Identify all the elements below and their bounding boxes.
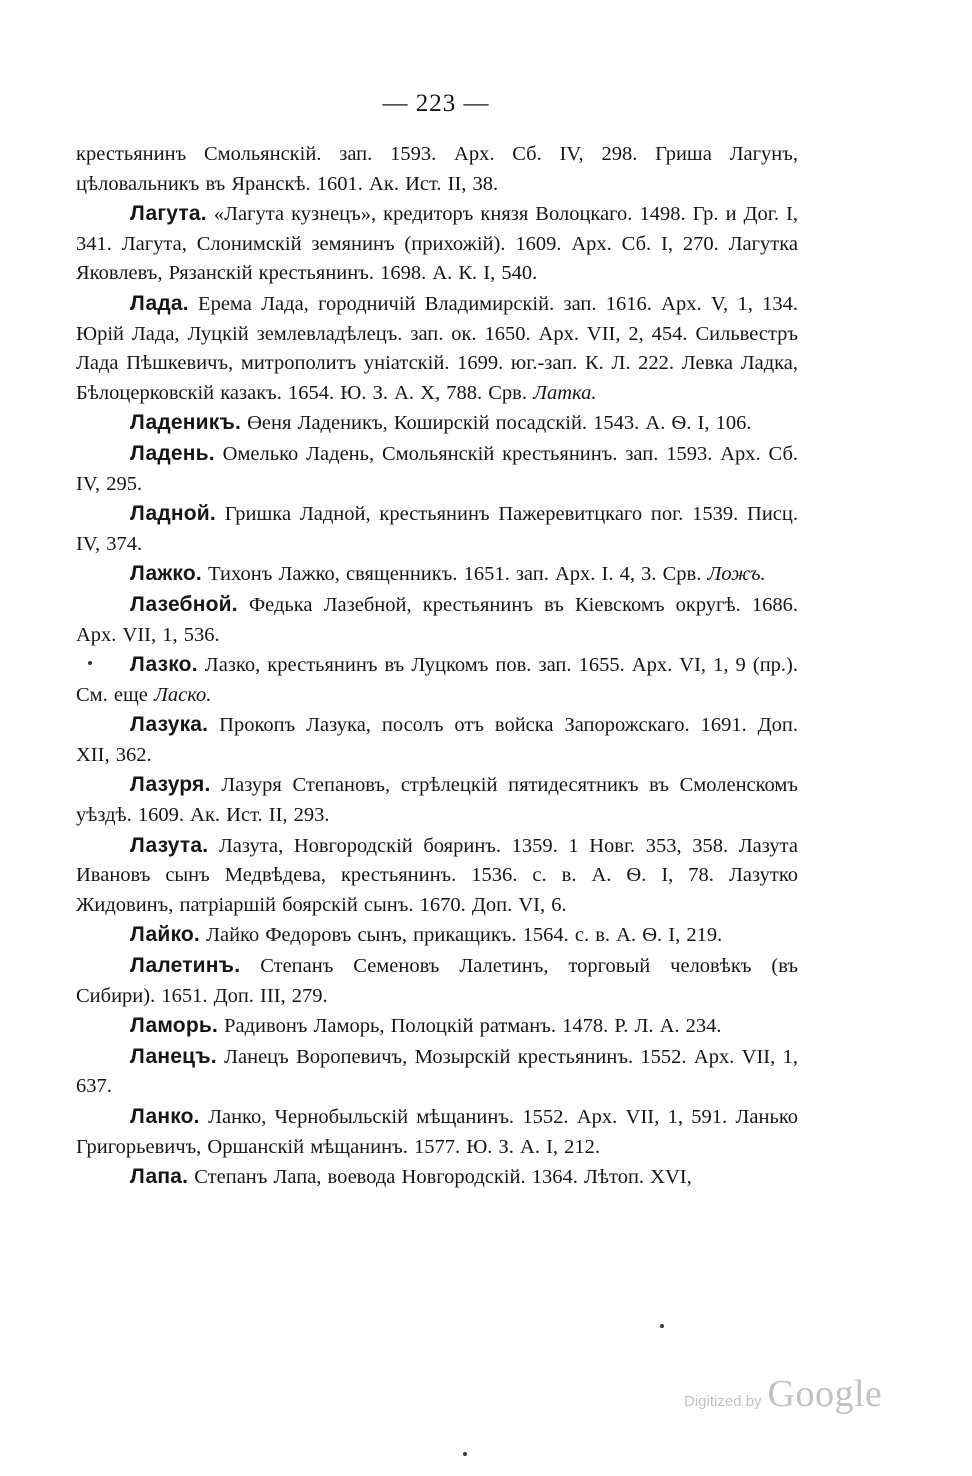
entry-text: Степанъ Семеновъ Лалетинъ, торговый человѣкъ (въ Сибири). 1651. Доп. III, 279. <box>76 955 798 1007</box>
scan-speck <box>88 661 92 665</box>
entry-text: Лазута, Новгородскій бояринъ. 1359. 1 Новг. 353, 358. Лазута Ивановъ сынъ Медвѣдева, крестьянинъ. 1536. с. в. А. Ѳ. I, 78. Лазутко Жидовинъ, патріаршій боярскій сынъ. 1670. Доп. VI, 6. <box>76 834 798 916</box>
dictionary-entry <box>76 1162 798 1193</box>
entry-text: Ланко, Чернобыльскій мѣщанинъ. 1552. Арх. VII, 1, 591. Ланько Григорьевичъ, Оршанскій мѣщанинъ. 1577. Ю. З. А. I, 212. <box>76 1106 798 1158</box>
entry-headword: Ладеникъ. <box>130 411 241 435</box>
dictionary-entry <box>76 1042 798 1102</box>
cross-reference: Латка. <box>533 381 597 404</box>
dictionary-entry <box>76 590 798 650</box>
scan-speck <box>660 1324 664 1328</box>
scan-speck <box>463 1452 467 1456</box>
entry-text: Лазко, крестьянинъ въ Луцкомъ пов. зап. 1655. Арх. VI, 1, 9 (пр.). См. еще <box>76 654 798 706</box>
entry-headword: Лазука. <box>130 713 209 737</box>
dictionary-entry <box>76 1102 798 1162</box>
dictionary-entry <box>76 770 798 830</box>
entry-headword: Лалетинъ. <box>130 954 241 978</box>
entry-headword: Ланко. <box>130 1105 200 1128</box>
dictionary-entry <box>76 920 798 951</box>
digitization-watermark <box>684 1372 882 1416</box>
entry-text: Радивонъ Ламорь, Полоцкій ратманъ. 1478. Р. Л. А. 234. <box>218 1015 722 1038</box>
cross-reference: Ласко. <box>154 683 212 706</box>
entry-headword: Ладной. <box>130 502 216 526</box>
entry-text: Лайко Федоровъ сынъ, прикащикъ. 1564. с. в. А. Ѳ. I, 219. <box>199 924 723 947</box>
dictionary-entry <box>76 951 798 1011</box>
entry-text: Прокопъ Лазука, посолъ отъ войска Запорожскаго. 1691. Доп. XII, 362. <box>76 714 798 766</box>
entry-headword: Ланецъ. <box>130 1044 217 1068</box>
entry-headword: Лайко. <box>130 923 200 947</box>
dictionary-entry <box>76 1011 798 1042</box>
entry-text: Федька Лазебной, крестьянинъ въ Кіевскомъ округѣ. 1686. Арх. VII, 1, 536. <box>76 593 798 646</box>
entry-headword: Лазуря. <box>130 773 211 797</box>
dictionary-entry <box>76 559 798 590</box>
entry-text: Гришка Ладной, крестьянинъ Пажеревитцкаго пог. 1539. Писц. IV, 374. <box>76 503 798 555</box>
entry-headword: Лапа. <box>130 1165 189 1189</box>
dictionary-entry <box>76 650 798 710</box>
entry-headword: Лазко. <box>130 653 198 677</box>
dictionary-entry <box>76 439 798 499</box>
google-logo: Google <box>767 1373 883 1415</box>
entry-text: Өеня Ладеникъ, Коширскій посадскій. 1543. А. Ѳ. I, 106. <box>241 412 752 435</box>
entry-text: Ерема Лада, городничій Владимирскій. зап. 1616. Арх. V, 1, 134. Юрій Лада, Луцкій землевладѣлецъ. зап. ок. 1650. Арх. VII, 2, 454. Сильвестръ Лада Пѣшкевичъ, митрополитъ уніатскій. 1699. юг.-зап. К. Л. 222. Левка Ладка, Бѣлоцерковскій казакъ. 1654. Ю. З. А. X, 788. Срв. <box>76 292 798 404</box>
entry-text: Степанъ Лапа, воевода Новгородскій. 1364. Лѣтоп. XVI, <box>188 1166 692 1189</box>
entry-text: Ланецъ Воропевичъ, Мозырскій крестьянинъ. 1552. Арх. VII, 1, 637. <box>76 1045 798 1098</box>
dictionary-entry <box>76 199 798 289</box>
entry-headword: Ладень. <box>130 441 215 465</box>
page-number: — 223 — <box>382 90 490 117</box>
entry-headword: Лагута. <box>130 202 207 226</box>
dictionary-entry <box>76 140 798 199</box>
entry-headword: Лазута. <box>130 833 209 857</box>
dictionary-text <box>76 140 798 1193</box>
dictionary-entry <box>76 499 798 559</box>
entry-headword: Лазебной. <box>130 592 238 616</box>
dictionary-entry <box>76 831 798 921</box>
dictionary-entry <box>76 289 798 408</box>
entry-headword: Лажко. <box>130 562 202 586</box>
dictionary-entry <box>76 710 798 770</box>
entry-text: Лазуря Степановъ, стрѣлецкій пятидесятникъ въ Смоленскомъ уѣздѣ. 1609. Ак. Ист. II, 293. <box>76 774 798 827</box>
entry-headword: Лада. <box>130 291 189 315</box>
entry-text: крестьянинъ Смольянскій. зап. 1593. Арх. Сб. IV, 298. Гриша Лагунъ, цѣловальникъ въ Яранскѣ. 1601. Ак. Ист. II, 38. <box>76 143 798 195</box>
cross-reference: Ложъ. <box>707 563 766 586</box>
entry-text: «Лагута кузнецъ», кредиторъ князя Волоцкаго. 1498. Гр. и Дог. I, 341. Лагута, Слонимскій земянинъ (прихожій). 1609. Арх. Сб. I, 270. Лагутка Яковлевъ, Рязанскій крестьянинъ. 1698. А. К. I, 540. <box>76 203 798 285</box>
entry-headword: Ламорь. <box>130 1014 218 1038</box>
watermark-prefix: Digitized by <box>684 1393 762 1410</box>
dictionary-entry <box>76 408 798 439</box>
entry-text: Омелько Ладень, Смольянскій крестьянинъ. зап. 1593. Арх. Сб. IV, 295. <box>76 442 798 495</box>
entry-text: Тихонъ Лажко, священникъ. 1651. зап. Арх. I. 4, 3. Срв. <box>201 563 708 586</box>
